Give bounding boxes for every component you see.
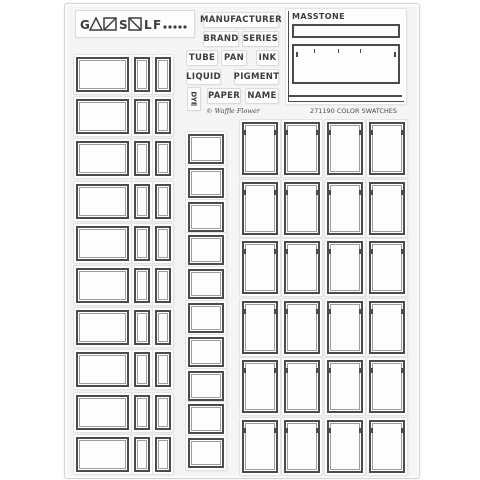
tick-mark xyxy=(286,249,288,254)
tick-mark xyxy=(371,368,373,373)
left-narrow-swatch-frame xyxy=(155,437,171,472)
strip-swatch xyxy=(186,267,226,301)
word-liquid: LIQUID xyxy=(186,72,221,82)
grid-swatch xyxy=(240,180,280,237)
strip-swatch-frame xyxy=(188,303,224,333)
left-narrow-swatch-frame xyxy=(155,395,171,430)
tick-mark xyxy=(316,368,318,373)
tick-mark xyxy=(371,190,373,195)
left-narrow-swatch-frame xyxy=(155,352,171,387)
left-narrow-swatch xyxy=(153,97,173,136)
grid-swatch-frame xyxy=(369,122,405,175)
strip-swatch xyxy=(186,369,226,403)
tick-mark xyxy=(371,130,373,135)
grid-swatch xyxy=(367,418,407,475)
word-manufacturer: MANUFACTURER xyxy=(200,15,282,25)
tick-mark xyxy=(371,309,373,314)
tick-mark xyxy=(244,190,246,195)
tick-mark xyxy=(329,190,331,195)
tick-mark xyxy=(286,428,288,433)
tick-mark xyxy=(274,249,276,254)
brand-signature: Waffle Flower xyxy=(214,107,260,115)
left-narrow-swatch xyxy=(153,182,173,221)
left-narrow-swatch-frame xyxy=(155,99,171,134)
tick-mark xyxy=(274,130,276,135)
left-narrow-swatch-frame xyxy=(155,57,171,92)
tick-mark xyxy=(244,249,246,254)
left-wide-swatch xyxy=(74,266,131,305)
tick-mark xyxy=(316,130,318,135)
left-narrow-swatch xyxy=(153,393,173,432)
strip-swatch xyxy=(186,166,226,200)
tick-mark xyxy=(274,190,276,195)
left-wide-swatch xyxy=(74,393,131,432)
left-narrow-swatch-frame xyxy=(134,57,150,92)
left-wide-swatch xyxy=(74,308,131,347)
grid-swatch xyxy=(282,120,322,177)
grid-swatch-frame xyxy=(242,420,278,473)
left-narrow-swatch xyxy=(153,435,173,474)
strip-swatch-frame xyxy=(188,438,224,468)
tick-mark xyxy=(359,428,361,433)
word-pigment: PIGMENT xyxy=(233,72,280,82)
left-wide-swatch xyxy=(74,435,131,474)
svg-text:G: G xyxy=(80,18,90,32)
word-name: NAME xyxy=(247,91,277,101)
tick-mark xyxy=(359,130,361,135)
tick-mark xyxy=(316,190,318,195)
grid-swatch xyxy=(367,299,407,356)
left-wide-swatch-frame xyxy=(76,141,129,176)
tick-mark xyxy=(329,309,331,314)
grid-swatch xyxy=(325,180,365,237)
tick-mark xyxy=(274,309,276,314)
grid-swatch-frame xyxy=(284,241,320,294)
left-wide-swatch xyxy=(74,224,131,263)
left-wide-swatch-frame xyxy=(76,268,129,303)
left-narrow-swatch xyxy=(132,224,152,263)
strip-swatch xyxy=(186,132,226,166)
left-narrow-swatch xyxy=(153,55,173,94)
left-narrow-swatch-frame xyxy=(134,99,150,134)
tick-mark xyxy=(371,249,373,254)
tick-mark xyxy=(371,428,373,433)
grid-swatch xyxy=(240,418,280,475)
tick-mark xyxy=(401,190,403,195)
grid-swatch xyxy=(325,418,365,475)
strip-swatch xyxy=(186,233,226,267)
masstone-swatch-frame xyxy=(292,44,400,84)
strip-swatch-frame xyxy=(188,404,224,434)
tick-mark xyxy=(244,368,246,373)
grid-swatch-frame xyxy=(284,182,320,235)
grid-swatch-frame xyxy=(369,182,405,235)
left-narrow-swatch xyxy=(132,350,152,389)
left-narrow-swatch xyxy=(132,97,152,136)
tick-mark xyxy=(401,428,403,433)
left-narrow-swatch xyxy=(153,224,173,263)
left-narrow-swatch xyxy=(132,393,152,432)
strip-swatch xyxy=(186,200,226,234)
strip-swatch xyxy=(186,402,226,436)
masstone-underline xyxy=(288,95,402,97)
grid-swatch-frame xyxy=(327,182,363,235)
grid-swatch xyxy=(282,239,322,296)
left-narrow-swatch-frame xyxy=(155,268,171,303)
left-wide-swatch xyxy=(74,350,131,389)
tick-mark xyxy=(286,309,288,314)
tick-mark xyxy=(316,249,318,254)
grid-swatch xyxy=(325,239,365,296)
left-wide-swatch xyxy=(74,97,131,136)
grid-swatch xyxy=(367,239,407,296)
left-wide-swatch-frame xyxy=(76,226,129,261)
svg-text:L: L xyxy=(144,18,152,32)
left-wide-swatch-frame xyxy=(76,99,129,134)
grid-swatch-frame xyxy=(327,420,363,473)
tick-mark xyxy=(329,368,331,373)
grid-swatch-frame xyxy=(284,301,320,354)
grid-swatch xyxy=(282,358,322,415)
masstone-bar xyxy=(292,24,400,38)
left-narrow-swatch-frame xyxy=(134,268,150,303)
left-wide-swatch-frame xyxy=(76,57,129,92)
grid-swatch-frame xyxy=(284,420,320,473)
tick-mark xyxy=(359,249,361,254)
tick-mark xyxy=(401,249,403,254)
tick-mark xyxy=(244,130,246,135)
word-ink: INK xyxy=(258,53,277,63)
left-narrow-swatch-frame xyxy=(134,437,150,472)
tick-mark xyxy=(329,428,331,433)
tick-mark xyxy=(329,130,331,135)
left-narrow-swatch xyxy=(132,139,152,178)
grid-swatch xyxy=(367,120,407,177)
svg-text:F: F xyxy=(153,18,162,32)
grid-swatch xyxy=(282,180,322,237)
left-wide-swatch xyxy=(74,182,131,221)
grid-swatch xyxy=(325,358,365,415)
left-wide-swatch-frame xyxy=(76,352,129,387)
left-narrow-swatch-frame xyxy=(134,352,150,387)
grid-swatch xyxy=(282,418,322,475)
product-code-text: 271190 COLOR SWATCHES xyxy=(310,107,398,115)
tick-mark xyxy=(274,428,276,433)
left-narrow-swatch xyxy=(132,435,152,474)
strip-swatch xyxy=(186,301,226,335)
masstone-panel xyxy=(286,9,406,104)
left-wide-swatch-frame xyxy=(76,310,129,345)
strip-swatch xyxy=(186,335,226,369)
tick-mark xyxy=(401,309,403,314)
grid-swatch xyxy=(240,239,280,296)
left-wide-swatch xyxy=(74,139,131,178)
grid-swatch-frame xyxy=(242,241,278,294)
left-narrow-swatch xyxy=(132,266,152,305)
left-narrow-swatch-frame xyxy=(155,310,171,345)
symbols-icon xyxy=(76,11,194,37)
left-narrow-swatch-frame xyxy=(134,226,150,261)
strip-swatch-frame xyxy=(188,134,224,164)
tick-mark xyxy=(401,130,403,135)
copyright-text: © Waffle Flower xyxy=(206,107,260,115)
grid-swatch xyxy=(240,358,280,415)
grid-swatch-frame xyxy=(242,360,278,413)
word-series: SERIES xyxy=(242,34,279,44)
tick-mark xyxy=(274,368,276,373)
grid-swatch xyxy=(325,299,365,356)
symbol-stamp xyxy=(76,11,194,37)
left-narrow-swatch xyxy=(132,308,152,347)
tick-mark xyxy=(244,309,246,314)
left-narrow-swatch-frame xyxy=(134,395,150,430)
strip-swatch-frame xyxy=(188,269,224,299)
tick-mark xyxy=(244,428,246,433)
word-tube: TUBE xyxy=(188,53,216,63)
grid-swatch xyxy=(240,120,280,177)
tick-mark xyxy=(316,428,318,433)
grid-swatch-frame xyxy=(284,122,320,175)
grid-swatch-frame xyxy=(242,182,278,235)
left-wide-swatch xyxy=(74,55,131,94)
grid-swatch-frame xyxy=(327,122,363,175)
grid-swatch-frame xyxy=(284,360,320,413)
grid-swatch xyxy=(367,358,407,415)
grid-swatch-frame xyxy=(327,301,363,354)
strip-swatch-frame xyxy=(188,337,224,367)
tick-mark xyxy=(286,130,288,135)
left-narrow-swatch-frame xyxy=(134,141,150,176)
tick-mark xyxy=(359,368,361,373)
left-narrow-swatch-frame xyxy=(134,310,150,345)
left-wide-swatch-frame xyxy=(76,395,129,430)
strip-swatch-frame xyxy=(188,371,224,401)
left-narrow-swatch xyxy=(153,308,173,347)
strip-swatch-frame xyxy=(188,168,224,198)
left-narrow-swatch-frame xyxy=(155,141,171,176)
left-narrow-swatch xyxy=(132,55,152,94)
left-narrow-swatch-frame xyxy=(134,184,150,219)
grid-swatch xyxy=(282,299,322,356)
tick-mark xyxy=(286,368,288,373)
tick-mark xyxy=(329,249,331,254)
left-narrow-swatch-frame xyxy=(155,226,171,261)
left-narrow-swatch xyxy=(153,139,173,178)
grid-swatch-frame xyxy=(369,360,405,413)
left-narrow-swatch xyxy=(153,350,173,389)
strip-swatch-frame xyxy=(188,235,224,265)
grid-swatch-frame xyxy=(327,360,363,413)
tick-mark xyxy=(359,309,361,314)
word-brand: BRAND xyxy=(203,34,239,44)
left-wide-swatch-frame xyxy=(76,437,129,472)
word-paper: PAPER xyxy=(207,91,241,101)
masstone-label: MASSTONE xyxy=(292,12,345,21)
word-pan: PAN xyxy=(223,53,245,63)
grid-swatch-frame xyxy=(327,241,363,294)
grid-swatch xyxy=(367,180,407,237)
left-narrow-swatch-frame xyxy=(155,184,171,219)
tick-mark xyxy=(401,368,403,373)
left-narrow-swatch xyxy=(153,266,173,305)
grid-swatch-frame xyxy=(242,122,278,175)
grid-swatch-frame xyxy=(369,241,405,294)
left-narrow-swatch xyxy=(132,182,152,221)
word-dye: DYE xyxy=(188,88,200,110)
grid-swatch xyxy=(240,299,280,356)
tick-mark xyxy=(316,309,318,314)
tick-mark xyxy=(286,190,288,195)
grid-swatch-frame xyxy=(369,420,405,473)
strip-swatch xyxy=(186,436,226,470)
svg-text:S: S xyxy=(119,18,128,32)
strip-swatch-frame xyxy=(188,202,224,232)
grid-swatch-frame xyxy=(369,301,405,354)
tick-mark xyxy=(359,190,361,195)
left-wide-swatch-frame xyxy=(76,184,129,219)
grid-swatch xyxy=(325,120,365,177)
grid-swatch-frame xyxy=(242,301,278,354)
